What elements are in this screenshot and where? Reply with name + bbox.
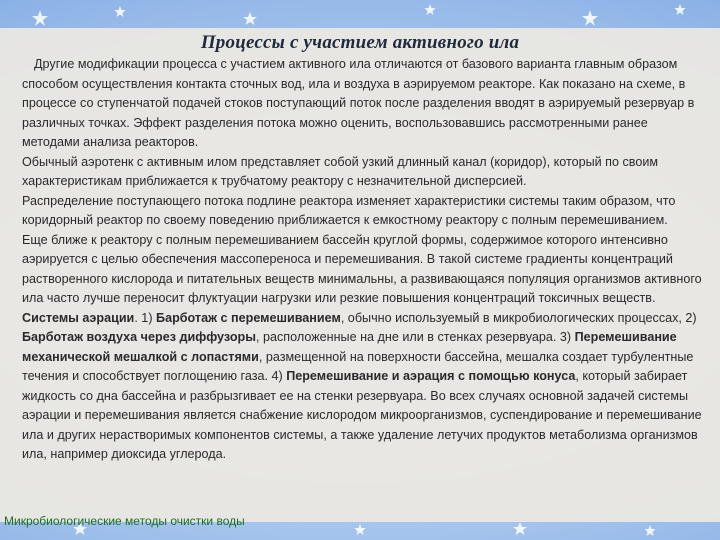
star-icon bbox=[32, 10, 48, 26]
paragraph-aeration-systems bbox=[22, 309, 704, 465]
aeration-text-5: , который забирает жидкость со дна бассейна и разбрызгивает ее на стенки резервуара. Во всех случаях основной задачей системы аэрации и перемешивания является снабжение кислородом микроорганизмов, суспендирование и перемешивание ила и других нерастворимых компонентов системы, а также удаление летучих продуктов метаболизма организмов ила, например диоксида углерода. bbox=[22, 369, 702, 461]
star-icon bbox=[675, 4, 686, 15]
star-icon bbox=[243, 12, 257, 25]
paragraph-modifications: Другие модификации процесса с участием активного ила отличаются от базового варианта главным образом способом осуществления контакта сточных вод, ила и воздуха в аэрируемом реакторе. Как показано на схеме, в процессе со ступенчатой подачей стоков поступающий поток после разделения вводят в аэрируемый резервуар в различных точках. Эффект разделения потока можно оценить, воспользовавшись рассмотренными ранее методами анализа реакторов. bbox=[22, 57, 695, 149]
aeration-systems-heading: Системы аэрации bbox=[22, 310, 135, 325]
star-icon bbox=[425, 4, 436, 15]
star-icon bbox=[582, 10, 598, 26]
slide-title: Процессы с участием активного ила bbox=[200, 32, 520, 53]
paragraph-aerotank: Обычный аэротенк с активным илом представляет собой узкий длинный канал (коридор), который по своим характеристикам приближается к трубчатому реактору с незначительной дисперсией. bbox=[22, 154, 659, 188]
aeration-method-4: Перемешивание и аэрация с помощью конуса bbox=[286, 369, 576, 383]
star-icon bbox=[645, 525, 656, 536]
aeration-text-4: , размещенной на поверхности бассейна, мешалка создает турбулентные течения и способствует поглощению газа. 4) bbox=[22, 349, 694, 383]
star-icon bbox=[355, 524, 366, 535]
aeration-method-1: Барботаж с перемешиванием bbox=[156, 310, 341, 325]
aeration-method-3: Перемешивание механической мешалкой с лопастями bbox=[22, 330, 677, 364]
star-icon bbox=[115, 6, 126, 17]
star-icon bbox=[513, 522, 527, 535]
aeration-text-2: , обычно используемый в микробиологических процессах, 2) bbox=[340, 310, 697, 325]
paragraph-round-basin: Еще ближе к реактору с полным перемешиванием бассейн круглой формы, содержимое которого интенсивно аэрируется с целью обеспечения массопереноса и перемешивания. В такой системе градиенты концентраций растворенного кислорода и питательных веществ минимальны, а развивающаяся популяция организмов активного ила часто лучше переносит флуктуации нагрузки или резкие повышения концентраций токсичных веществ. bbox=[22, 232, 702, 305]
footer-caption: Микробиологические методы очистки воды bbox=[4, 514, 245, 528]
aeration-method-2: Барботаж воздуха через диффузоры bbox=[22, 330, 256, 344]
body-text bbox=[22, 55, 704, 465]
aeration-text-1: . 1) bbox=[134, 310, 157, 325]
paragraph-flow-distribution: Распределение поступающего потока подлине реактора изменяет характеристики системы таким образом, что коридорный реактор по своему поведению приближается к емкостному реактору с полным перемешиванием. bbox=[22, 193, 676, 227]
aeration-text-3: , расположенные на дне или в стенках резервуара. 3) bbox=[256, 330, 575, 344]
